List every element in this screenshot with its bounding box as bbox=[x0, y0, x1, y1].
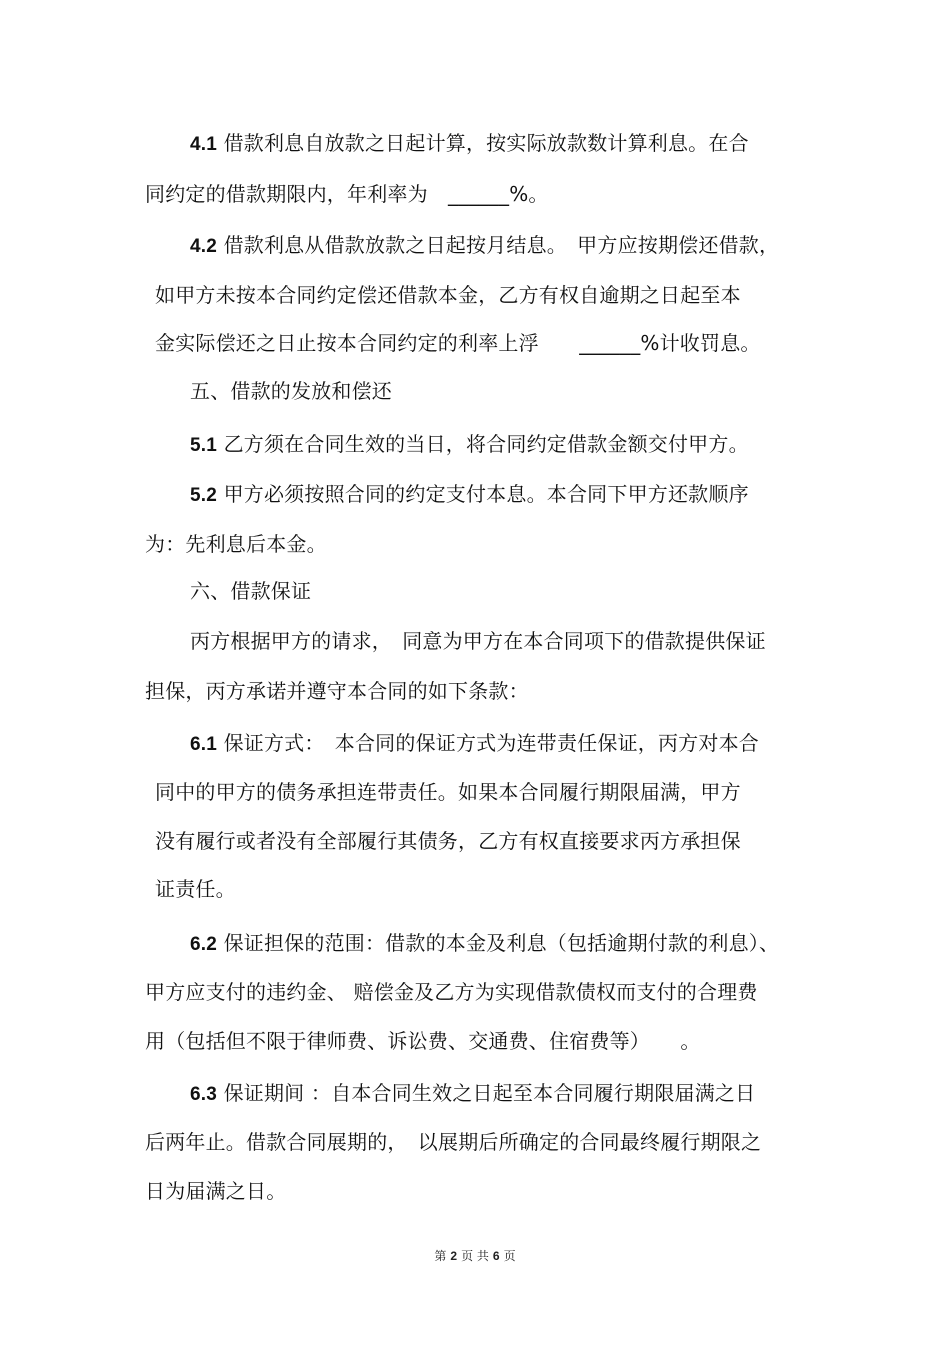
text-line bbox=[155, 330, 761, 356]
clause-text: 丙方根据甲方的请求， 同意为甲方在本合同项下的借款提供保证 bbox=[190, 629, 766, 653]
text-line bbox=[145, 1178, 286, 1204]
section-heading: 六、借款保证 bbox=[190, 579, 312, 603]
section-heading: 五、借款的发放和偿还 bbox=[190, 379, 392, 403]
clause-text: 同中的甲方的债务承担连带责任。如果本合同履行期限届满，甲方 bbox=[155, 780, 741, 804]
clause-number: 5.2 bbox=[190, 485, 218, 506]
text-line bbox=[145, 979, 758, 1005]
text-line bbox=[145, 678, 529, 704]
current-page-number: 2 bbox=[450, 1249, 458, 1263]
text-line bbox=[155, 779, 741, 805]
footer-prefix: 第 bbox=[434, 1249, 447, 1263]
text-line bbox=[155, 282, 741, 308]
line-4-1 bbox=[190, 130, 749, 158]
line-4-2 bbox=[190, 232, 779, 260]
total-pages-number: 6 bbox=[492, 1249, 500, 1263]
clause-text: 为：先利息后本金。 bbox=[145, 532, 327, 556]
footer-middle: 页 共 bbox=[461, 1249, 489, 1263]
clause-text: 用（包括但不限于律师费、诉讼费、交通费、住宿费等） 。 bbox=[145, 1029, 701, 1053]
line-5-2 bbox=[190, 481, 749, 509]
text-line bbox=[145, 1028, 701, 1054]
clause-number: 6.2 bbox=[190, 934, 218, 955]
clause-text: 甲方必须按照合同的约定支付本息。本合同下甲方还款顺序 bbox=[217, 482, 749, 506]
clause-text: 乙方须在合同生效的当日，将合同约定借款金额交付甲方。 bbox=[217, 432, 749, 456]
clause-text: 日为届满之日。 bbox=[145, 1179, 287, 1203]
clause-text: 保证担保的范围：借款的本金及利息（包括逾期付款的利息）、 bbox=[217, 931, 780, 955]
clause-text: 借款利息自放款之日起计算，按实际放款数计算利息。在合 bbox=[217, 131, 749, 155]
line-6-2 bbox=[190, 930, 779, 958]
text-line bbox=[155, 876, 236, 902]
line-6-3 bbox=[190, 1080, 755, 1108]
footer-suffix: 页 bbox=[503, 1249, 516, 1263]
text-line bbox=[145, 531, 327, 557]
clause-text: 保证期间 ：自本合同生效之日起至本合同履行期限届满之日 bbox=[217, 1081, 756, 1105]
text-line bbox=[145, 1129, 761, 1155]
text-line bbox=[145, 181, 549, 207]
clause-text: 后两年止。借款合同展期的， 以展期后所确定的合同最终履行期限之 bbox=[145, 1130, 762, 1154]
clause-number: 6.1 bbox=[190, 734, 218, 755]
clause-text: 金实际偿还之日止按本合同约定的利率上浮 ______%计收罚息。 bbox=[155, 331, 761, 355]
clause-text: 借款利息从借款放款之日起按月结息。 甲方应按期偿还借款， bbox=[217, 233, 780, 257]
clause-text: 证责任。 bbox=[155, 877, 236, 901]
text-line bbox=[190, 628, 766, 654]
clause-number: 4.2 bbox=[190, 236, 218, 257]
text-line bbox=[155, 828, 741, 854]
clause-text: 担保，丙方承诺并遵守本合同的如下条款： bbox=[145, 679, 529, 703]
clause-text: 同约定的借款期限内，年利率为 ______%。 bbox=[145, 182, 549, 206]
clause-text: 保证方式： 本合同的保证方式为连带责任保证，丙方对本合 bbox=[217, 731, 759, 755]
line-5-1 bbox=[190, 431, 749, 459]
clause-number: 6.3 bbox=[190, 1084, 218, 1105]
clause-text: 没有履行或者没有全部履行其债务，乙方有权直接要求丙方承担保 bbox=[155, 829, 741, 853]
clause-text: 如甲方未按本合同约定偿还借款本金，乙方有权自逾期之日起至本 bbox=[155, 283, 741, 307]
clause-number: 4.1 bbox=[190, 134, 218, 155]
clause-text: 甲方应支付的违约金、 赔偿金及乙方为实现借款债权而支付的合理费 bbox=[145, 980, 758, 1004]
page-footer bbox=[0, 1247, 950, 1264]
line-6-1 bbox=[190, 730, 759, 758]
clause-number: 5.1 bbox=[190, 435, 218, 456]
